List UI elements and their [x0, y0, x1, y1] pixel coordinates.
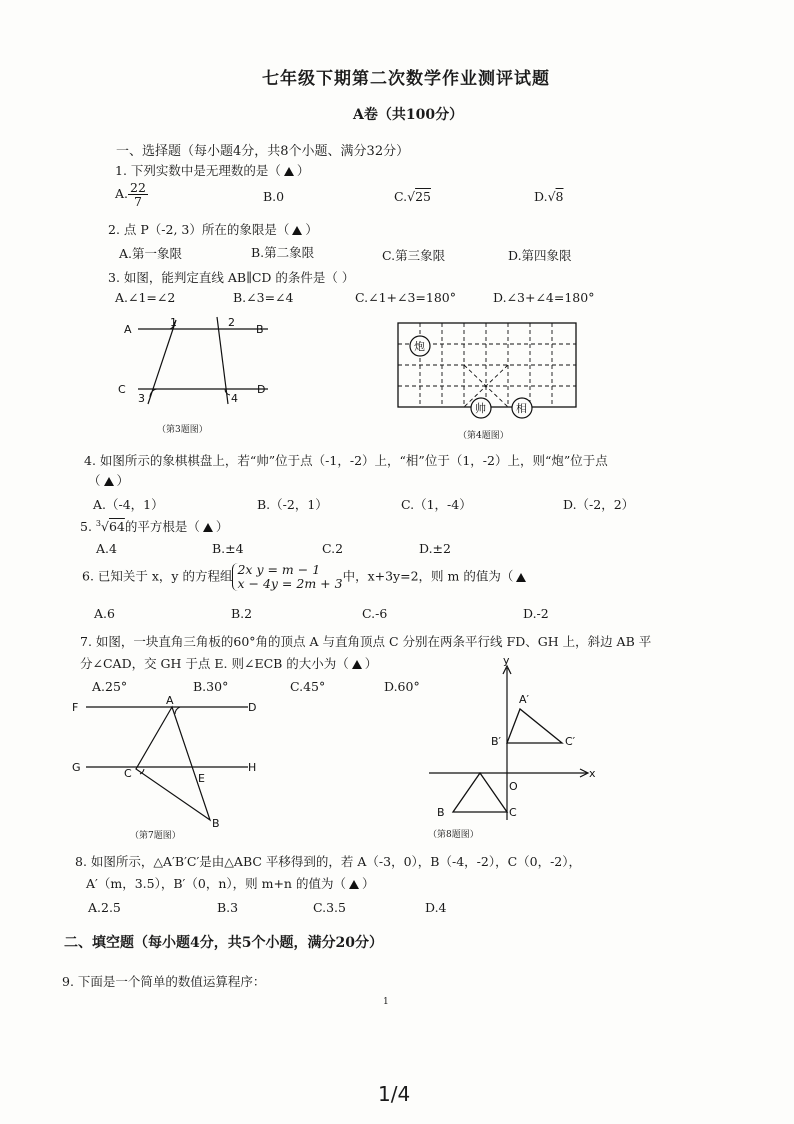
q8-close: ） — [361, 876, 375, 891]
q4-close: ） — [116, 473, 130, 488]
q7-option-d: D.60° — [384, 679, 420, 694]
q6-option-b: B.2 — [231, 606, 253, 621]
q7-stem-line1: 7. 如图，一块直角三角板的60°角的顶点 A 与直角顶点 C 分别在两条平行线 FD、GH 上，斜边 AB 平 — [80, 634, 652, 649]
q8-label-C: C — [509, 806, 517, 819]
q4-open: （ — [88, 473, 101, 488]
q3-option-a: A.∠1=∠2 — [115, 290, 176, 305]
q7-label-H: H — [248, 761, 257, 774]
q7-option-b: B.30° — [193, 679, 229, 694]
q2-option-b: B.第二象限 — [251, 245, 315, 260]
q9-stem: 9. 下面是一个简单的数值运算程序： — [62, 974, 266, 989]
triangle-icon — [516, 573, 526, 582]
q8-line2-text: A′（m，3.5），B′（0，n），则 m+n 的值为（ — [86, 876, 346, 891]
q7-option-a: A.25° — [92, 679, 128, 694]
q4-option-a: A.（-4，1） — [93, 497, 164, 512]
q2-option-d: D.第四象限 — [508, 248, 572, 263]
q7-label-G: G — [72, 761, 81, 774]
q5-option-d: D.±2 — [419, 541, 451, 556]
q4-piece-pao: 炮 — [414, 340, 425, 353]
q3-label-2: 2 — [228, 316, 235, 329]
q3-label-B: B — [256, 323, 264, 336]
q8-label-x: x — [589, 767, 596, 780]
q8-option-c: C.3.5 — [313, 900, 346, 915]
q7-caption: （第7题图） — [130, 831, 181, 841]
triangle-icon — [349, 880, 359, 889]
triangle-icon — [292, 226, 302, 235]
q8-option-b: B.3 — [217, 900, 239, 915]
q7-label-B: B — [212, 817, 220, 830]
q6-option-c: C.-6 — [362, 606, 388, 621]
q3-option-c: C.∠1+∠3=180° — [355, 290, 457, 305]
q1-option-a — [115, 181, 148, 208]
q6-stem — [82, 563, 529, 591]
q8-label-B1: B′ — [491, 735, 502, 748]
q8-option-a: A.2.5 — [88, 900, 121, 915]
q6-option-d: D.-2 — [523, 606, 549, 621]
page-title: 七年级下期第二次数学作业测评试题 — [262, 69, 550, 89]
q5-radicand: 64 — [108, 519, 125, 534]
q3-label-C: C — [118, 383, 126, 396]
q8-label-C1: C′ — [565, 735, 576, 748]
q3-label-1: 1 — [170, 316, 177, 329]
q3-label-4: 4 — [231, 392, 238, 405]
q4-piece-shuai: 帅 — [475, 402, 486, 415]
q2-option-a: A.第一象限 — [119, 246, 183, 261]
q3-option-b: B.∠3=∠4 — [233, 290, 294, 305]
q7-stem-line2 — [80, 654, 377, 672]
q5-stem-post: 的平方根是（ — [124, 519, 200, 534]
q6-eq1: 2x y = m − 1 — [237, 562, 321, 577]
q4-option-b: B.（-2，1） — [257, 497, 328, 512]
q1-close: ） — [296, 163, 310, 178]
q8-figure — [425, 654, 605, 830]
q2-stem-text: 2. 点 P（-2, 3）所在的象限是（ — [108, 222, 290, 237]
q8-label-B: B — [437, 806, 445, 819]
q5-close: ） — [215, 519, 229, 534]
q3-stem: 3. 如图，能判定直线 AB∥CD 的条件是（ ） — [108, 270, 355, 285]
q7-label-A: A — [166, 694, 174, 707]
q4-caption: （第4题图） — [458, 431, 509, 441]
page-number-small: 1 — [383, 997, 389, 1007]
q8-label-A1: A′ — [519, 693, 530, 706]
triangle-icon — [284, 167, 294, 176]
q7-option-c: C.45° — [290, 679, 326, 694]
q1-fraction — [128, 181, 148, 208]
q1-option-c-radicand: 25 — [415, 189, 431, 204]
q5-root-index: 3 — [95, 518, 101, 528]
q4-piece-xiang: 相 — [516, 402, 527, 415]
q8-caption: （第8题图） — [428, 830, 479, 840]
q3-caption: （第3题图） — [157, 425, 208, 435]
q5-stem-pre: 5. — [80, 519, 96, 534]
triangle-icon — [203, 523, 213, 532]
q8-label-O: O — [509, 780, 518, 793]
q1-option-d-label: D. — [534, 189, 548, 204]
q2-option-c: C.第三象限 — [382, 248, 446, 263]
q2-close: ） — [305, 222, 318, 237]
q6-option-a: A.6 — [94, 606, 115, 621]
q7-label-E: E — [198, 772, 205, 785]
q1-option-d: D.√8 — [534, 189, 564, 204]
q4-option-c: C.（1，-4） — [401, 497, 472, 512]
q3-label-D: D — [257, 383, 266, 396]
page-indicator: 1/4 — [378, 1082, 411, 1106]
q6-stem-post: 中，x+3y=2，则 m 的值为（ — [342, 568, 514, 584]
section1-heading: 一、选择题（每小题4分，共8个小题、满分32分） — [116, 144, 410, 159]
q8-label-y: y — [503, 654, 510, 667]
q1-option-b: B.0 — [263, 189, 285, 204]
q1-option-c: C.√25 — [394, 189, 431, 204]
q3-label-A: A — [124, 323, 132, 336]
q7-figure — [70, 694, 270, 830]
q4-figure — [395, 320, 585, 430]
page-subtitle: A卷（共100分） — [353, 107, 464, 123]
q5-option-a: A.4 — [96, 541, 117, 556]
q7-label-C: C — [124, 767, 132, 780]
q3-figure — [118, 312, 398, 422]
q6-stem-pre: 6. 已知关于 x，y 的方程组 — [82, 568, 233, 584]
q5-stem: 5. $^3$√64的平方根是（ ） — [80, 518, 229, 534]
q1-stem-text: 1. 下列实数中是无理数的是（ — [115, 163, 281, 178]
q3-label-3: 3 — [138, 392, 145, 405]
q8-stem-line1: 8. 如图所示，△A′B′C′是由△ABC 平移得到的，若 A（-3，0），B（-4，-2），C（0，-2）， — [75, 854, 582, 869]
q7-label-F: F — [72, 701, 79, 714]
q1-option-d-radicand: 8 — [555, 189, 564, 204]
triangle-icon — [352, 660, 362, 669]
q2-stem — [108, 220, 318, 238]
triangle-icon — [104, 477, 114, 486]
q1-fraction-numerator: 22 — [130, 180, 146, 195]
q7-label-D: D — [248, 701, 257, 714]
q6-eq2: x − 4y = 2m + 3 — [237, 576, 343, 591]
q5-option-b: B.±4 — [212, 541, 244, 556]
q1-option-c-label: C. — [394, 189, 408, 204]
q1-option-a-label: A. — [115, 186, 129, 201]
q3-option-d: D.∠3+∠4=180° — [493, 290, 595, 305]
q6-equation-system — [232, 563, 342, 591]
q1-fraction-denominator: 7 — [133, 194, 142, 209]
q8-stem-line2 — [86, 874, 374, 892]
q4-stem: 4. 如图所示的象棋棋盘上，若“帅”位于点（-1，-2）上，“相”位于（1，-2）上，则“炮”位于点 — [84, 453, 608, 468]
q7-close: ） — [364, 656, 378, 671]
q7-line2-text: 分∠CAD，交 GH 于点 E. 则∠ECB 的大小为（ — [80, 656, 349, 671]
q1-stem — [115, 161, 309, 179]
q4-stem-cont — [88, 471, 129, 489]
section2-heading: 二、填空题（每小题4分，共5个小题，满分20分） — [64, 935, 383, 951]
q8-option-d: D.4 — [425, 900, 447, 915]
q5-option-c: C.2 — [322, 541, 344, 556]
q4-option-d: D.（-2，2） — [563, 497, 635, 512]
